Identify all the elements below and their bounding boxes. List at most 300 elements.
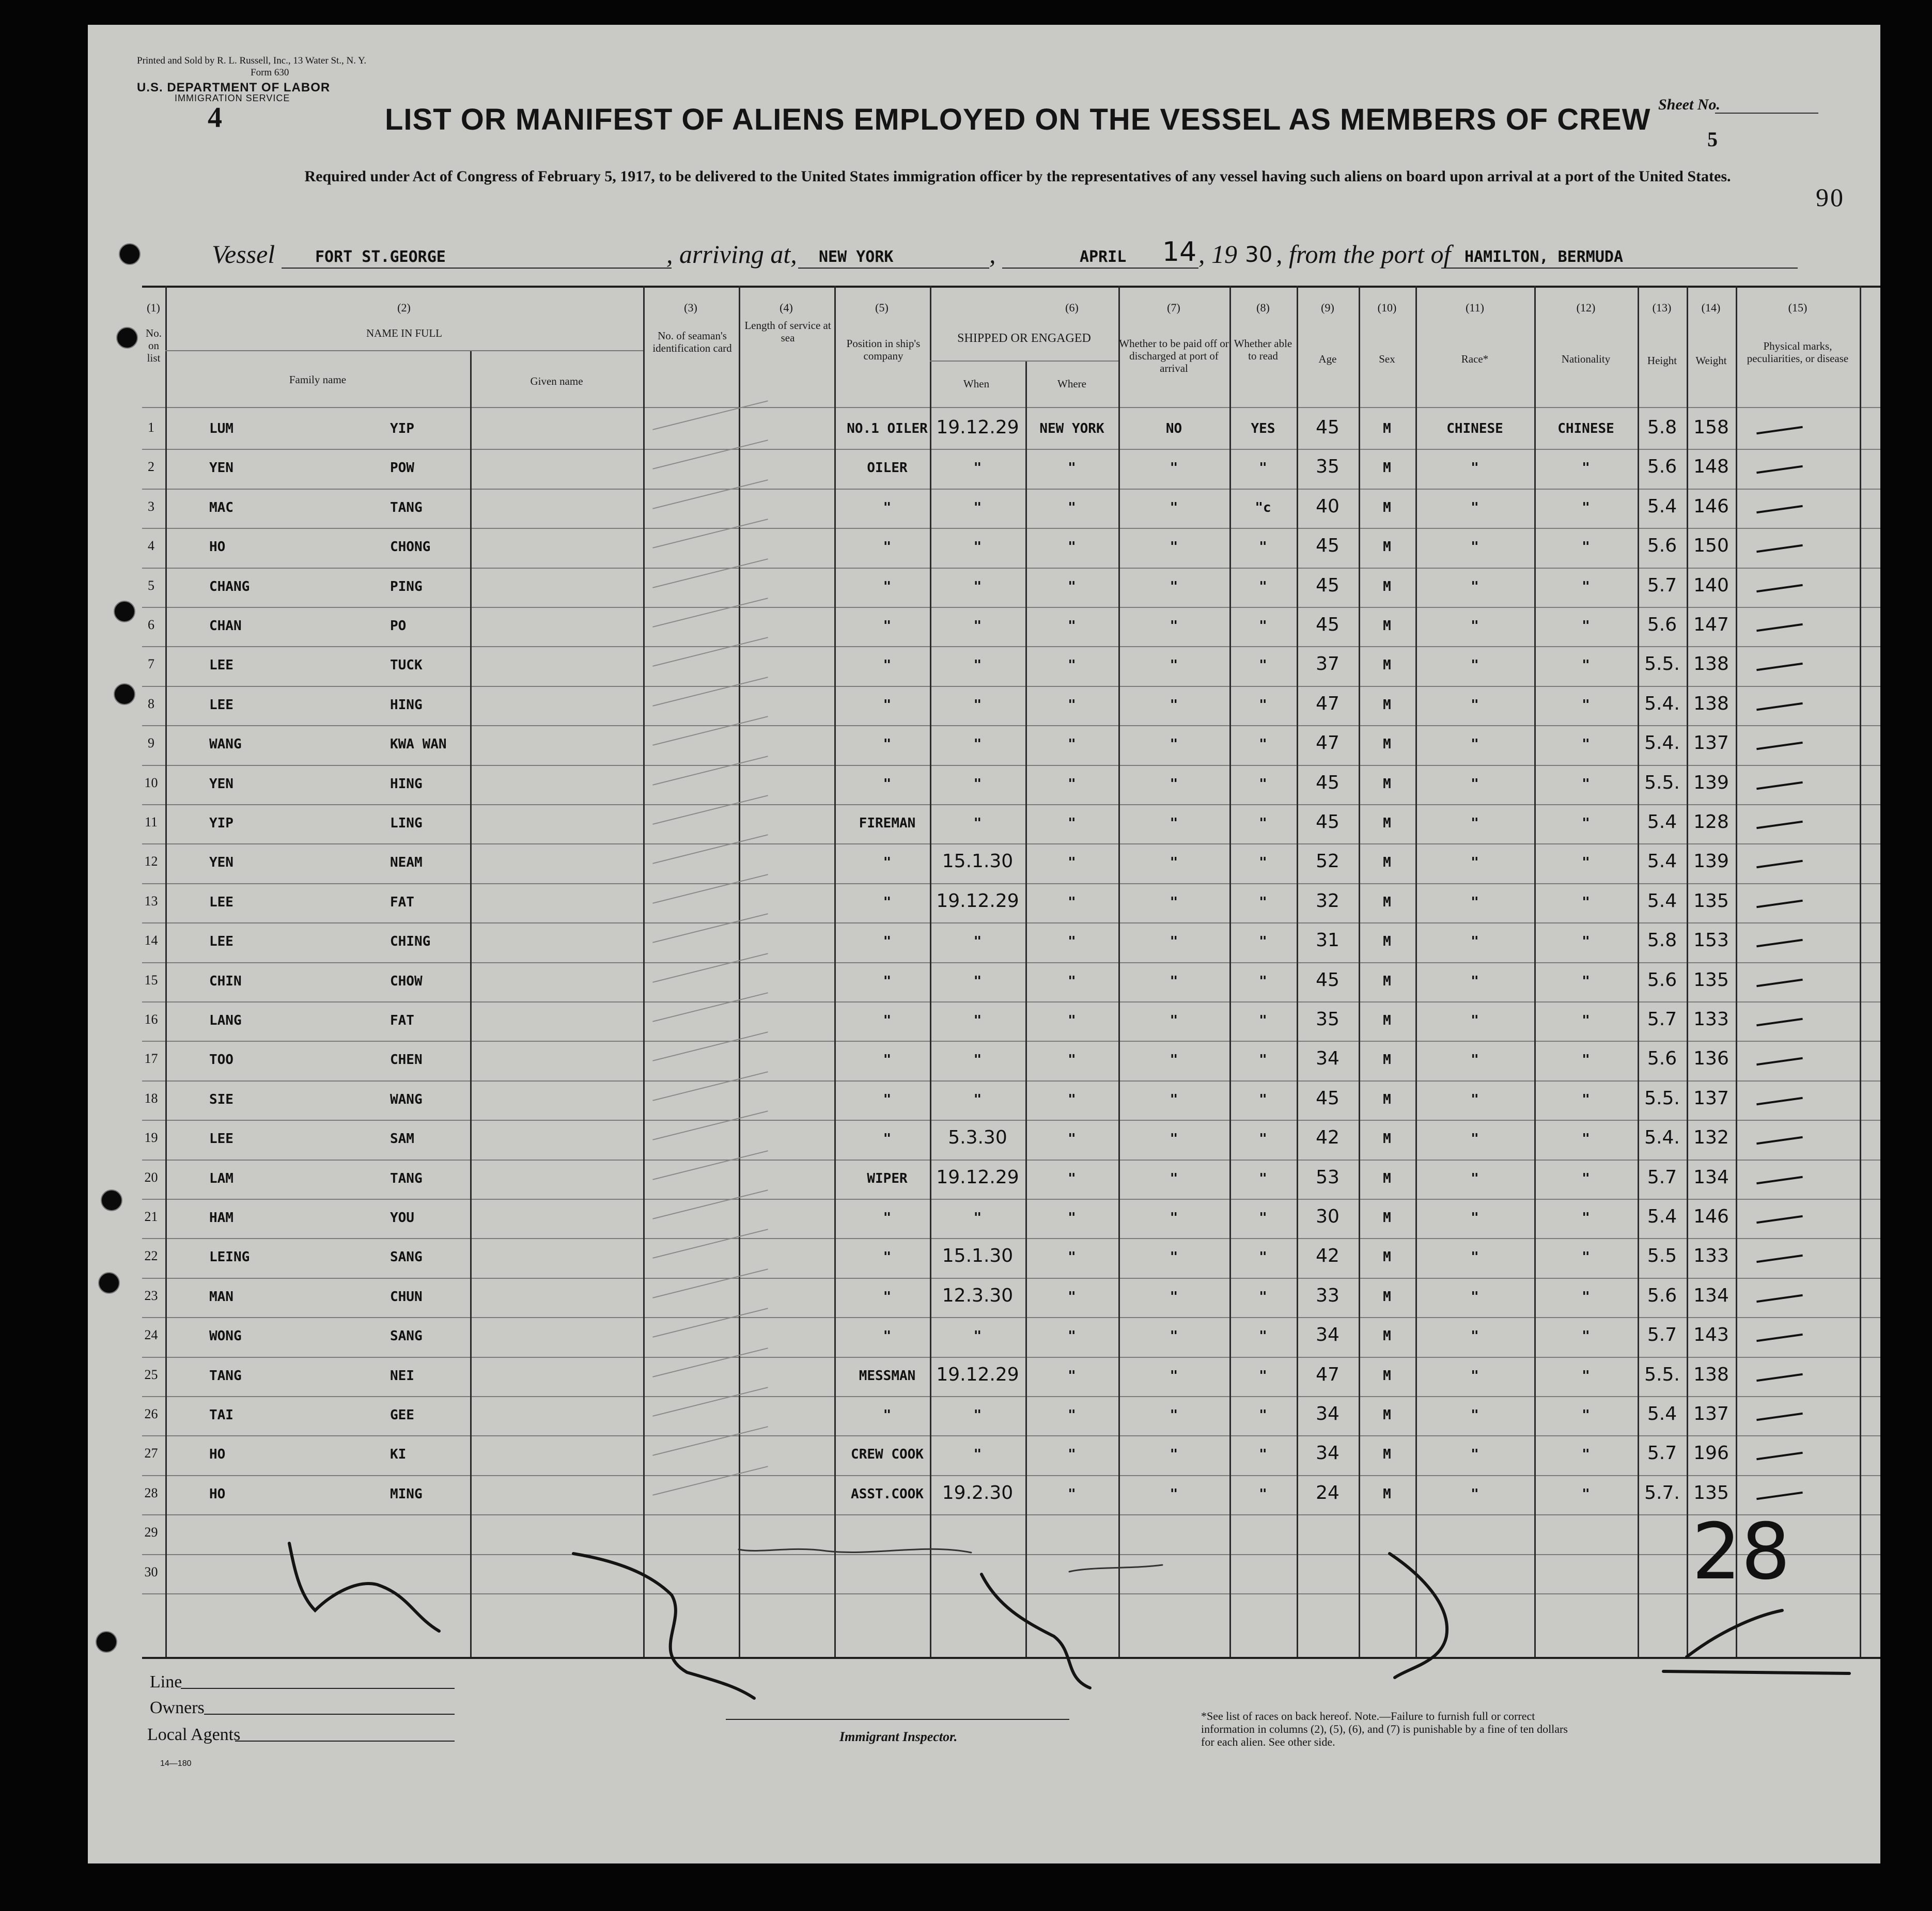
weight-cell: 136	[1693, 1048, 1729, 1070]
paid-off-cell: "	[1170, 1486, 1178, 1502]
family-name-cell: CHAN	[209, 618, 242, 634]
from-label: , from the port of	[1276, 240, 1451, 269]
row-number: 22	[144, 1248, 158, 1264]
nationality-cell: "	[1582, 539, 1590, 555]
given-name-cell: HING	[390, 776, 423, 792]
row-number: 17	[144, 1051, 158, 1067]
shipped-where-cell: "	[1068, 737, 1076, 753]
height-cell: 5.5.	[1644, 653, 1680, 675]
inspector-signature	[1069, 1565, 1162, 1572]
sex-cell: M	[1383, 855, 1391, 871]
col-name-in-full: NAME IN FULL	[366, 327, 442, 339]
footer-owners-label: Owners	[150, 1698, 205, 1717]
shipped-when-cell: 19.2.30	[942, 1482, 1014, 1503]
height-cell: 5.4	[1647, 811, 1677, 833]
weight-cell: 148	[1693, 456, 1729, 478]
shipped-where-cell: "	[1068, 894, 1076, 910]
col-race: Race*	[1461, 353, 1489, 365]
row-number: 27	[144, 1446, 158, 1461]
total-underline	[1663, 1671, 1849, 1673]
sex-cell: M	[1383, 1052, 1391, 1068]
given-name-cell: CHOW	[390, 973, 423, 989]
height-cell: 5.4	[1647, 890, 1677, 912]
family-name-cell: CHIN	[209, 973, 242, 989]
vessel-name: FORT ST.GEORGE	[315, 248, 446, 266]
weight-cell: 140	[1693, 574, 1729, 596]
shipped-where-cell: "	[1068, 1328, 1076, 1344]
given-name-cell: GEE	[390, 1407, 414, 1423]
punch-hole	[119, 243, 141, 265]
shipped-where-cell: "	[1068, 1170, 1076, 1186]
family-name-cell: LEE	[209, 1131, 233, 1147]
row-number: 13	[144, 893, 158, 908]
shipped-when-cell: "	[973, 973, 982, 989]
position-cell: "	[883, 697, 892, 713]
able-read-cell: "	[1259, 1170, 1267, 1186]
footer-line-label: Line	[150, 1672, 182, 1691]
weight-cell: 196	[1693, 1443, 1729, 1464]
shipped-when-cell: 15.1.30	[942, 851, 1014, 872]
race-cell: "	[1471, 697, 1479, 713]
sex-cell: M	[1383, 657, 1391, 673]
row-number: 15	[144, 972, 158, 988]
position-cell: "	[883, 1052, 892, 1068]
paid-off-cell: "	[1170, 1013, 1178, 1028]
age-cell: 37	[1316, 653, 1339, 675]
nationality-cell: "	[1582, 1210, 1590, 1226]
race-cell: "	[1471, 1249, 1479, 1265]
sex-cell: M	[1383, 737, 1391, 753]
age-cell: 45	[1316, 811, 1339, 833]
row-number: 25	[144, 1367, 158, 1382]
weight-cell: 135	[1693, 969, 1729, 991]
nationality-cell: "	[1582, 816, 1590, 831]
position-cell: "	[883, 657, 892, 673]
race-cell: CHINESE	[1446, 421, 1503, 436]
position-cell: "	[883, 934, 892, 950]
family-name-cell: YEN	[209, 460, 233, 476]
age-cell: 40	[1316, 495, 1339, 517]
shipped-where-cell: "	[1068, 657, 1076, 673]
column-number: (9)	[1321, 301, 1334, 314]
shipped-when-cell: "	[973, 776, 982, 792]
given-name-cell: WANG	[390, 1091, 423, 1107]
paid-off-cell: "	[1170, 1170, 1178, 1186]
sex-cell: M	[1383, 1091, 1391, 1107]
shipped-where-cell: "	[1068, 816, 1076, 831]
nationality-cell: "	[1582, 1013, 1590, 1028]
year-prefix: , 19	[1198, 240, 1237, 269]
shipped-when-cell: "	[973, 1328, 982, 1344]
arriving-port: NEW YORK	[819, 248, 894, 266]
family-name-cell: SIE	[209, 1091, 233, 1107]
race-cell: "	[1471, 539, 1479, 555]
age-cell: 47	[1316, 1364, 1339, 1385]
race-cell: "	[1471, 1328, 1479, 1344]
column-number: (6)	[1065, 301, 1079, 314]
shipped-when-cell: 5.3.30	[948, 1127, 1007, 1149]
given-name-cell: YOU	[390, 1210, 414, 1226]
able-read-cell: "	[1259, 1368, 1267, 1384]
age-cell: 45	[1316, 614, 1339, 635]
height-cell: 5.6	[1647, 969, 1677, 991]
family-name-cell: MAC	[209, 499, 233, 515]
able-read-cell: "	[1259, 1289, 1267, 1305]
family-name-cell: LAM	[209, 1170, 233, 1186]
column-number: (12)	[1576, 301, 1596, 314]
nationality-cell: "	[1582, 1407, 1590, 1423]
race-cell: "	[1471, 1368, 1479, 1384]
able-read-cell: "	[1259, 1407, 1267, 1423]
page-title: LIST OR MANIFEST OF ALIENS EMPLOYED ON THE VESSEL AS MEMBERS OF CREW	[385, 103, 1651, 136]
able-read-cell: "	[1259, 934, 1267, 950]
family-name-cell: LEING	[209, 1249, 250, 1265]
nationality-cell: "	[1582, 1249, 1590, 1265]
age-cell: 30	[1316, 1206, 1339, 1227]
paid-off-cell: "	[1170, 973, 1178, 989]
nationality-cell: "	[1582, 776, 1590, 792]
position-cell: ASST.COOK	[851, 1486, 924, 1502]
weight-cell: 137	[1693, 732, 1729, 754]
vessel-label: Vessel	[212, 240, 275, 269]
able-read-cell: "c	[1255, 499, 1271, 515]
col-nationality: Nationality	[1561, 353, 1611, 365]
position-cell: "	[883, 1407, 892, 1423]
sex-cell: M	[1383, 1210, 1391, 1226]
manifest-sheet	[88, 25, 1880, 1863]
department: U.S. DEPARTMENT OF LABOR	[137, 81, 331, 95]
row-number: 28	[144, 1485, 158, 1500]
inspector-label: Immigrant Inspector.	[839, 1729, 958, 1744]
col-sex: Sex	[1379, 353, 1395, 365]
row-number: 9	[148, 735, 154, 751]
shipped-where-cell: "	[1068, 697, 1076, 713]
form-number: Form 630	[251, 67, 289, 78]
height-cell: 5.6	[1647, 535, 1677, 557]
paid-off-cell: "	[1170, 737, 1178, 753]
shipped-when-cell: "	[973, 1447, 982, 1463]
col-weight: Weight	[1695, 354, 1727, 367]
weight-cell: 132	[1693, 1127, 1729, 1149]
height-cell: 5.5.	[1644, 772, 1680, 793]
nationality-cell: "	[1582, 1289, 1590, 1305]
race-cell: "	[1471, 499, 1479, 515]
given-name-cell: SANG	[390, 1249, 423, 1265]
paid-off-cell: "	[1170, 1289, 1178, 1305]
family-name-cell: LEE	[209, 657, 233, 673]
row-number: 23	[144, 1288, 158, 1303]
column-number: (11)	[1466, 301, 1484, 314]
weight-cell: 146	[1693, 1206, 1729, 1227]
footer-note: *See list of races on back hereof. Note.—Failure to furnish full or correct information in columns (2), (5), (6), and (7) is punishable by a fine of ten dollars for each alien. See other side.	[1201, 1710, 1568, 1748]
sheet-number: 5	[1707, 128, 1718, 151]
punch-hole	[101, 1189, 122, 1211]
shipped-where-cell: "	[1068, 1289, 1076, 1305]
sex-cell: M	[1383, 1328, 1391, 1344]
able-read-cell: "	[1259, 697, 1267, 713]
height-cell: 5.7.	[1644, 1482, 1680, 1503]
col-family-name: Family name	[289, 373, 347, 386]
sex-cell: M	[1383, 499, 1391, 515]
column-number: (10)	[1377, 301, 1397, 314]
weight-cell: 137	[1693, 1403, 1729, 1424]
punch-hole	[114, 601, 135, 622]
weight-cell: 133	[1693, 1245, 1729, 1267]
paid-off-cell: "	[1170, 1368, 1178, 1384]
given-name-cell: YIP	[390, 421, 414, 436]
col-no-on-list: No. on list	[146, 327, 162, 364]
shipped-when-cell: 19.12.29	[936, 1364, 1019, 1385]
nationality-cell: "	[1582, 894, 1590, 910]
able-read-cell: "	[1259, 894, 1267, 910]
nationality-cell: "	[1582, 657, 1590, 673]
age-cell: 42	[1316, 1245, 1339, 1267]
from-port: HAMILTON, BERMUDA	[1464, 248, 1624, 266]
column-number: (2)	[397, 301, 411, 314]
able-read-cell: "	[1259, 1013, 1267, 1028]
given-name-cell: HING	[390, 697, 423, 713]
shipped-where-cell: "	[1068, 1091, 1076, 1107]
shipped-when-cell: 19.12.29	[936, 890, 1019, 912]
height-cell: 5.4.	[1644, 693, 1680, 714]
row-number: 1	[148, 420, 154, 435]
nationality-cell: "	[1582, 1328, 1590, 1344]
weight-cell: 138	[1693, 693, 1729, 714]
paid-off-cell: "	[1170, 460, 1178, 476]
paid-off-cell: "	[1170, 618, 1178, 634]
given-name-cell: SANG	[390, 1328, 423, 1344]
weight-cell: 134	[1693, 1285, 1729, 1306]
row-number: 3	[148, 498, 154, 514]
col-where: Where	[1057, 378, 1086, 390]
sex-cell: M	[1383, 421, 1391, 436]
family-name-cell: TANG	[209, 1368, 242, 1384]
race-cell: "	[1471, 618, 1479, 634]
punch-hole	[114, 683, 135, 705]
age-cell: 35	[1316, 456, 1339, 478]
weight-cell: 135	[1693, 1482, 1729, 1503]
able-read-cell: "	[1259, 737, 1267, 753]
row-number: 20	[144, 1169, 158, 1185]
family-name-cell: LEE	[209, 934, 233, 950]
family-name-cell: TOO	[209, 1052, 233, 1068]
comma-sep: ,	[989, 240, 996, 269]
col-paid-off: Whether to be paid off or discharged at port of arrival	[1119, 337, 1229, 374]
nationality-cell: "	[1582, 1486, 1590, 1502]
sex-cell: M	[1383, 1170, 1391, 1186]
family-name-cell: LEE	[209, 894, 233, 910]
position-cell: "	[883, 539, 892, 555]
nationality-cell: "	[1582, 1091, 1590, 1107]
sex-cell: M	[1383, 816, 1391, 831]
shipped-when-cell: "	[973, 460, 982, 476]
row-number: 21	[144, 1209, 158, 1224]
paid-off-cell: NO	[1165, 421, 1182, 436]
given-name-cell: SAM	[390, 1131, 414, 1147]
given-name-cell: CHUN	[390, 1289, 423, 1305]
age-cell: 53	[1316, 1166, 1339, 1188]
height-cell: 5.4	[1647, 851, 1677, 872]
row-number: 6	[148, 617, 154, 632]
height-cell: 5.7	[1647, 1324, 1677, 1346]
position-cell: MESSMAN	[859, 1368, 916, 1384]
row-number: 4	[148, 538, 154, 554]
weight-cell: 133	[1693, 1009, 1729, 1030]
age-cell: 33	[1316, 1285, 1339, 1306]
row-number: 7	[148, 656, 154, 672]
race-cell: "	[1471, 1447, 1479, 1463]
family-name-cell: HO	[209, 1447, 226, 1463]
sex-cell: M	[1383, 1368, 1391, 1384]
position-cell: "	[883, 618, 892, 634]
paid-off-cell: "	[1170, 894, 1178, 910]
given-name-cell: POW	[390, 460, 414, 476]
age-cell: 45	[1316, 535, 1339, 557]
shipped-when-cell: "	[973, 618, 982, 634]
shipped-when-cell: "	[973, 1091, 982, 1107]
shipped-where-cell: "	[1068, 1052, 1076, 1068]
shipped-where-cell: "	[1068, 539, 1076, 555]
shipped-where-cell: "	[1068, 1486, 1076, 1502]
shipped-when-cell: 19.12.29	[936, 417, 1019, 438]
age-cell: 47	[1316, 732, 1339, 754]
paid-off-cell: "	[1170, 776, 1178, 792]
col-shipped: SHIPPED OR ENGAGED	[957, 332, 1091, 345]
row-number: 16	[144, 1012, 158, 1027]
race-cell: "	[1471, 816, 1479, 831]
nationality-cell: CHINESE	[1557, 421, 1614, 436]
shipped-when-cell: "	[973, 1210, 982, 1226]
weight-cell: 134	[1693, 1166, 1729, 1188]
age-cell: 34	[1316, 1048, 1339, 1070]
shipped-where-cell: "	[1068, 1249, 1076, 1265]
age-cell: 47	[1316, 693, 1339, 714]
family-name-cell: WANG	[209, 737, 242, 753]
printer-text: Printed and Sold by R. L. Russell, Inc., 13 Water St., N. Y.	[137, 55, 367, 66]
paid-off-cell: "	[1170, 1210, 1178, 1226]
nationality-cell: "	[1582, 460, 1590, 476]
height-cell: 5.4.	[1644, 732, 1680, 754]
weight-cell: 139	[1693, 772, 1729, 793]
paid-off-cell: "	[1170, 1052, 1178, 1068]
arriving-label: , arriving at,	[666, 240, 797, 269]
height-cell: 5.4	[1647, 1206, 1677, 1227]
shipped-when-cell: 15.1.30	[942, 1245, 1014, 1267]
age-cell: 34	[1316, 1403, 1339, 1424]
paid-off-cell: "	[1170, 1447, 1178, 1463]
column-number: (14)	[1701, 301, 1721, 314]
height-cell: 5.8	[1647, 417, 1677, 438]
given-name-cell: PO	[390, 618, 407, 634]
able-read-cell: "	[1259, 618, 1267, 634]
nationality-cell: "	[1582, 1170, 1590, 1186]
position-cell: "	[883, 1091, 892, 1107]
sex-cell: M	[1383, 894, 1391, 910]
column-number: (3)	[684, 301, 697, 314]
able-read-cell: "	[1259, 460, 1267, 476]
position-cell: CREW COOK	[851, 1447, 924, 1463]
given-name-cell: CHONG	[390, 539, 431, 555]
row-number: 30	[144, 1564, 158, 1579]
row-number: 11	[144, 814, 158, 829]
row-number: 5	[148, 577, 154, 593]
col-age: Age	[1318, 353, 1337, 365]
nationality-cell: "	[1582, 737, 1590, 753]
shipped-where-cell: "	[1068, 578, 1076, 594]
weight-cell: 147	[1693, 614, 1729, 635]
able-read-cell: "	[1259, 973, 1267, 989]
nationality-cell: "	[1582, 1131, 1590, 1147]
col-able-read: Whether able to read	[1234, 337, 1292, 362]
column-number: (1)	[147, 301, 160, 314]
shipped-where-cell: "	[1068, 1013, 1076, 1028]
nationality-cell: "	[1582, 697, 1590, 713]
race-cell: "	[1471, 578, 1479, 594]
age-cell: 52	[1316, 851, 1339, 872]
shipped-when-cell: "	[973, 499, 982, 515]
col-length-service: Length of service at sea	[744, 319, 831, 344]
shipped-where-cell: "	[1068, 499, 1076, 515]
punch-hole	[116, 327, 138, 349]
race-cell: "	[1471, 657, 1479, 673]
paid-off-cell: "	[1170, 499, 1178, 515]
scribble-mark	[981, 1574, 1090, 1688]
age-cell: 24	[1316, 1482, 1339, 1503]
age-cell: 34	[1316, 1443, 1339, 1464]
total-count: 28	[1692, 1507, 1790, 1597]
weight-cell: 153	[1693, 930, 1729, 951]
able-read-cell: "	[1259, 1328, 1267, 1344]
shipped-when-cell: "	[973, 737, 982, 753]
nationality-cell: "	[1582, 934, 1590, 950]
family-name-cell: CHANG	[209, 578, 250, 594]
row-number: 10	[144, 775, 158, 790]
position-cell: NO.1 OILER	[847, 421, 928, 436]
service-name: IMMIGRATION SERVICE	[175, 93, 290, 103]
given-name-cell: CHEN	[390, 1052, 423, 1068]
weight-cell: 137	[1693, 1087, 1729, 1109]
able-read-cell: "	[1259, 816, 1267, 831]
given-name-cell: CHING	[390, 934, 431, 950]
arrival-day: 14	[1162, 237, 1197, 268]
age-cell: 32	[1316, 890, 1339, 912]
shipped-where-cell: "	[1068, 973, 1076, 989]
given-name-cell: KWA WAN	[390, 737, 447, 753]
nationality-cell: "	[1582, 578, 1590, 594]
position-cell: "	[883, 1210, 892, 1226]
weight-cell: 138	[1693, 653, 1729, 675]
sex-cell: M	[1383, 776, 1391, 792]
height-cell: 5.6	[1647, 1285, 1677, 1306]
able-read-cell: "	[1259, 1091, 1267, 1107]
page-subtitle: Required under Act of Congress of February 5, 1917, to be delivered to the United States immigration officer by the representatives of any vessel having such aliens on board upon arrival at a port of the United States.	[304, 168, 1731, 185]
row-number: 26	[144, 1406, 158, 1421]
row-number: 8	[148, 696, 154, 711]
shipped-where-cell: NEW YORK	[1039, 421, 1104, 436]
paid-off-cell: "	[1170, 578, 1178, 594]
family-name-cell: YEN	[209, 776, 233, 792]
paid-off-cell: "	[1170, 1131, 1178, 1147]
sex-cell: M	[1383, 1289, 1391, 1305]
given-name-cell: FAT	[390, 894, 414, 910]
race-cell: "	[1471, 1486, 1479, 1502]
race-cell: "	[1471, 1091, 1479, 1107]
shipped-where-cell: "	[1068, 1368, 1076, 1384]
nationality-cell: "	[1582, 1447, 1590, 1463]
sex-cell: M	[1383, 578, 1391, 594]
given-name-cell: LING	[390, 816, 423, 831]
family-name-cell: HAM	[209, 1210, 233, 1226]
